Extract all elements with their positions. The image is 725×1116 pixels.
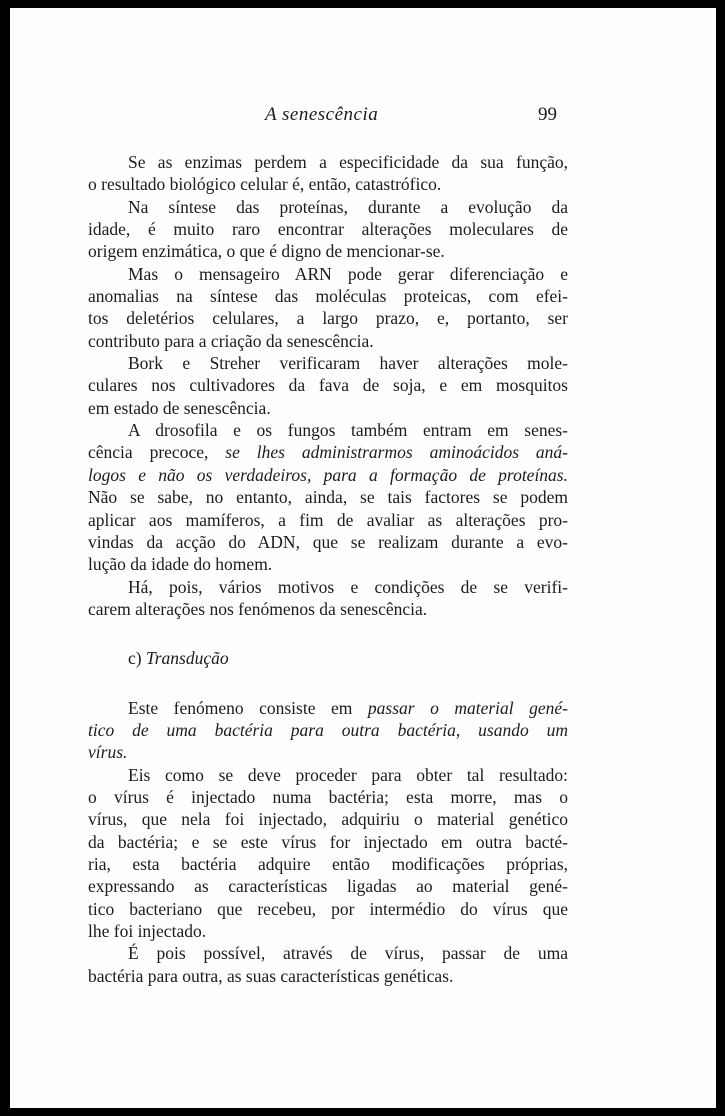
paragraph — [88, 576, 568, 621]
text-line: em estado de senescência. — [88, 397, 271, 418]
text-line: vindas da acção do ADN, que se realizam durante a evo- — [88, 531, 568, 552]
text-line: Eis como se deve proceder para obter tal resultado: — [128, 764, 568, 785]
text-line: tos deletérios celulares, a largo prazo, e, portanto, ser — [88, 308, 568, 329]
paragraph — [88, 764, 568, 943]
text-line: culares nos cultivadores da fava de soja, e em mosquitos — [88, 375, 568, 396]
text-line: lução da idade do homem. — [88, 554, 273, 575]
text-line: Bork e Streher verificaram haver alterações mole- — [128, 353, 568, 374]
text-run: cência precoce, — [88, 442, 209, 463]
text-run: Este fenómeno consiste em — [128, 697, 353, 718]
text-line: anomalias na síntese das moléculas proteicas, com efei- — [88, 286, 568, 307]
text-line: Mas o mensageiro ARN pode gerar diferenciação e — [128, 263, 568, 284]
text-line: Não se sabe, no entanto, ainda, se tais factores se podem — [88, 487, 568, 508]
body-text — [88, 151, 568, 987]
text-line: Há, pois, vários motivos e condições de se verifi- — [128, 576, 568, 597]
section-marker: c) — [128, 648, 142, 669]
text-line: contributo para a criação da senescência. — [88, 330, 374, 351]
italic-run: passar o material gené- — [367, 697, 568, 718]
paragraph — [88, 352, 568, 419]
running-title: A senescência — [265, 104, 379, 125]
text-line: Na síntese das proteínas, durante a evolução da — [128, 196, 568, 217]
text-line: idade, é muito raro encontrar alterações moleculares de — [88, 219, 568, 240]
paragraph — [88, 697, 568, 764]
text-line: É pois possível, através de vírus, passar de uma — [128, 943, 568, 964]
text-line: lhe foi injectado. — [88, 921, 207, 941]
text-line: da bactéria; e se este vírus for injectado em outra bacté- — [88, 831, 568, 852]
italic-line: vírus. — [88, 742, 128, 763]
paragraph — [88, 263, 568, 352]
text-line: ria, esta bactéria adquire então modificações próprias, — [88, 853, 568, 874]
text-line: tico bacteriano que recebeu, por intermédio do vírus que — [88, 898, 568, 919]
section-heading — [88, 647, 568, 669]
paragraph — [88, 151, 568, 196]
page-header — [10, 104, 716, 128]
spacer — [88, 620, 568, 647]
text-line: o vírus é injectado numa bactéria; esta morre, mas o — [88, 786, 568, 807]
text-line: aplicar aos mamíferos, a fim de avaliar as alterações pro- — [88, 509, 568, 530]
text-line: origem enzimática, o que é digno de mencionar-se. — [88, 241, 445, 262]
text-line: Se as enzimas perdem a especificidade da sua função, — [128, 152, 568, 172]
italic-run: se lhes administrarmos aminoácidos aná- — [225, 442, 568, 463]
paragraph — [88, 196, 568, 263]
paragraph — [88, 419, 568, 575]
page-number: 99 — [538, 104, 557, 125]
text-line: o resultado biológico celular é, então, catastrófico. — [88, 174, 442, 195]
text-line-mixed — [88, 441, 568, 463]
text-line: carem alterações nos fenómenos da senescência. — [88, 598, 428, 619]
italic-line: logos e não os verdadeiros, para a formação de proteínas. — [88, 464, 568, 485]
text-line: expressando as características ligadas ao material gené- — [88, 876, 568, 897]
text-line-mixed — [88, 697, 568, 719]
book-page — [10, 8, 716, 1108]
italic-line: tico de uma bactéria para outra bactéria, usando um — [88, 719, 568, 740]
section-title: Transdução — [145, 648, 229, 669]
text-line: A drosofila e os fungos também entram em senes- — [128, 420, 568, 441]
paragraph — [88, 942, 568, 987]
text-line: bactéria para outra, as suas características genéticas. — [88, 965, 454, 986]
spacer — [88, 670, 568, 697]
text-line: vírus, que nela foi injectado, adquiriu o material genético — [88, 809, 568, 830]
